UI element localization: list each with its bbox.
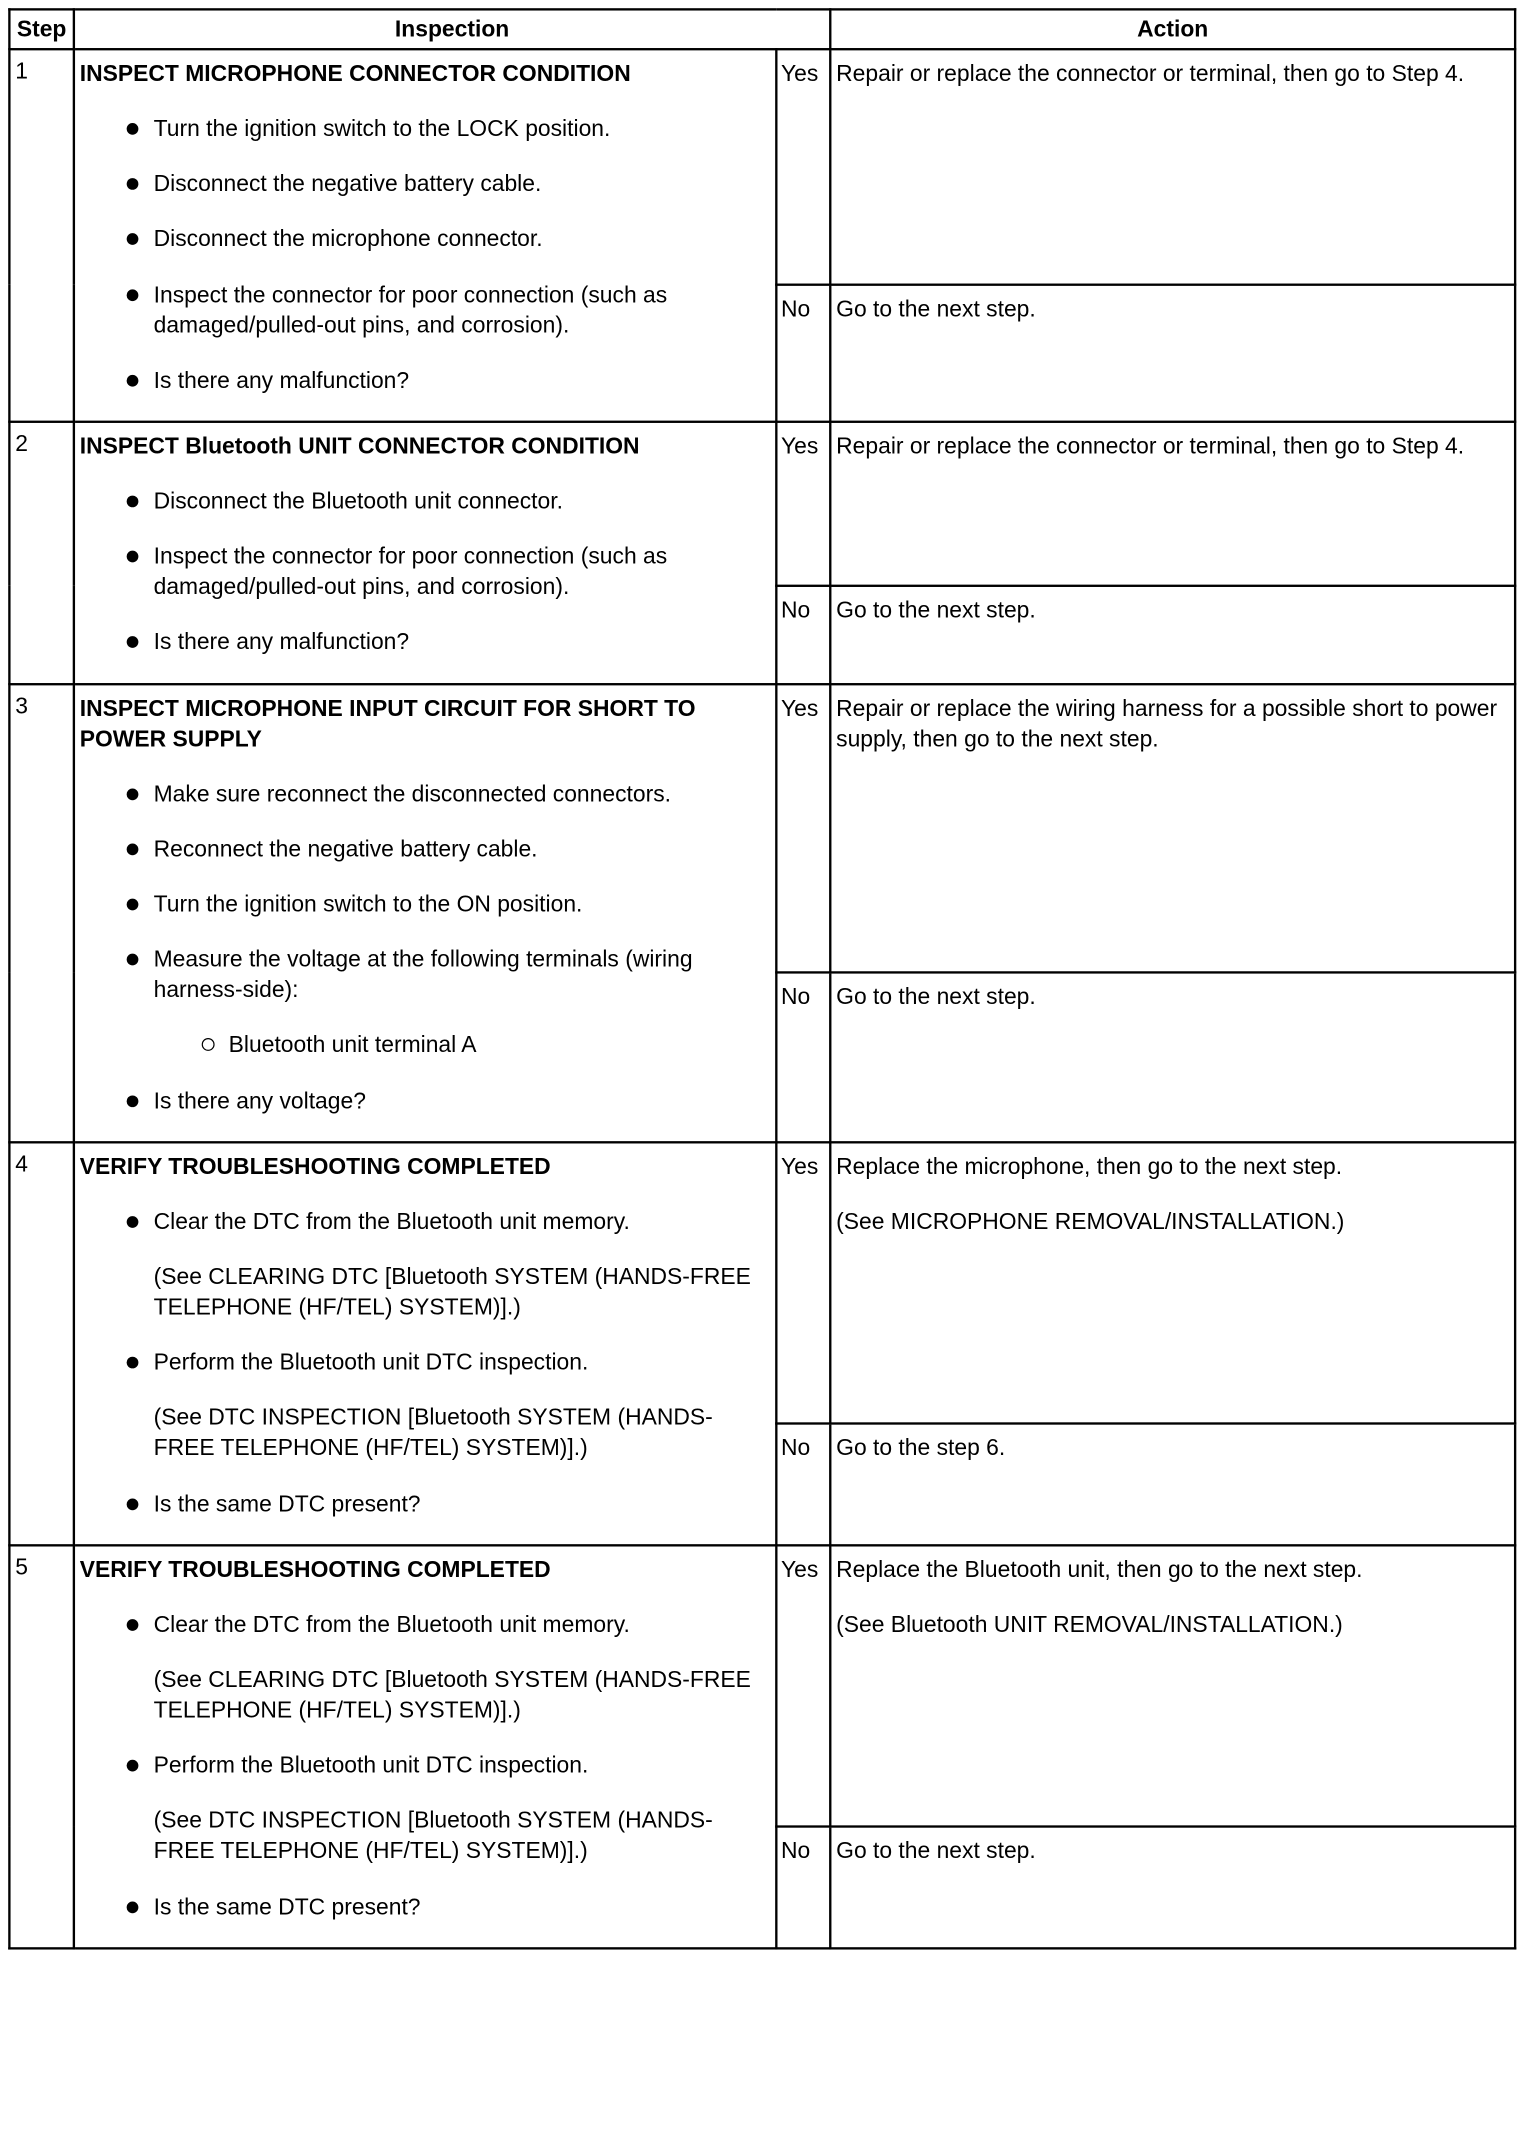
yes-action (830, 422, 1515, 586)
inspection-item: Measure the voltage at the following terminals (wiring harness-side): (80, 944, 771, 1005)
inspection-question: Is the same DTC present? (80, 1892, 771, 1923)
yes-label: Yes (776, 1142, 830, 1423)
inspection-subitem: Bluetooth unit terminal A (80, 1030, 771, 1061)
inspection-item: Inspect the connector for poor connection (such as damaged/pulled-out pins, and corrosion). (80, 541, 771, 602)
inspection-reference: (See DTC INSPECTION [Bluetooth SYSTEM (HANDS-FREE TELEPHONE (HF/TEL) SYSTEM)].) (153, 1808, 713, 1865)
yes-action (830, 684, 1515, 973)
inspection-question: Is there any malfunction? (80, 627, 771, 658)
step-row-2 (9, 422, 1515, 586)
action-text: Go to the next step. (836, 984, 1036, 1011)
inspection-item: Turn the ignition switch to the ON position. (80, 889, 771, 920)
inspection-reference: (See DTC INSPECTION [Bluetooth SYSTEM (HANDS-FREE TELEPHONE (HF/TEL) SYSTEM)].) (153, 1405, 713, 1462)
inspection-question: Is there any malfunction? (80, 365, 771, 396)
inspection-title: VERIFY TROUBLESHOOTING COMPLETED (79, 1556, 551, 1583)
inspection-cell (74, 49, 776, 421)
inspection-question: Is the same DTC present? (80, 1489, 771, 1520)
action-text: Go to the step 6. (836, 1434, 1006, 1461)
inspection-item: Clear the DTC from the Bluetooth unit memory. (80, 1609, 771, 1640)
inspection-cell (74, 422, 776, 684)
step-row-1 (9, 49, 1515, 284)
inspection-item: Inspect the connector for poor connection (such as damaged/pulled-out pins, and corrosion). (80, 279, 771, 340)
yes-label: Yes (776, 1545, 830, 1826)
action-reference: (See MICROPHONE REMOVAL/INSTALLATION.) (836, 1208, 1345, 1235)
inspection-title: INSPECT Bluetooth UNIT CONNECTOR CONDITION (79, 433, 640, 460)
no-action (830, 586, 1515, 684)
header-inspection: Inspection (74, 9, 830, 49)
inspection-item: Perform the Bluetooth unit DTC inspection. (80, 1347, 771, 1378)
action-text: Replace the microphone, then go to the next step. (836, 1153, 1343, 1180)
header-step: Step (9, 9, 73, 49)
inspection-item: Disconnect the negative battery cable. (80, 169, 771, 200)
yes-label: Yes (776, 684, 830, 973)
yes-label: Yes (776, 49, 830, 284)
yes-action (830, 49, 1515, 284)
inspection-item: Make sure reconnect the disconnected connectors. (80, 779, 771, 810)
yes-action (830, 1545, 1515, 1826)
yes-label: Yes (776, 422, 830, 586)
step-number: 3 (9, 684, 73, 1142)
step-number: 1 (9, 49, 73, 421)
header-row (9, 9, 1515, 49)
no-label: No (776, 1826, 830, 1948)
action-text: Go to the next step. (836, 1837, 1036, 1864)
step-number: 4 (9, 1142, 73, 1545)
step-row-3 (9, 684, 1515, 973)
inspection-question: Is there any voltage? (80, 1085, 771, 1116)
inspection-title: INSPECT MICROPHONE INPUT CIRCUIT FOR SHORT TO POWER SUPPLY (79, 695, 696, 752)
no-action (830, 1423, 1515, 1545)
inspection-item: Disconnect the microphone connector. (80, 224, 771, 255)
no-label: No (776, 973, 830, 1142)
no-action (830, 285, 1515, 422)
action-text: Repair or replace the wiring harness for a possible short to power supply, then go to the next step. (836, 695, 1498, 752)
no-label: No (776, 586, 830, 684)
inspection-title: VERIFY TROUBLESHOOTING COMPLETED (79, 1153, 551, 1180)
inspection-cell (74, 1142, 776, 1545)
no-label: No (776, 1423, 830, 1545)
troubleshooting-table (8, 8, 1516, 1949)
inspection-cell (74, 684, 776, 1142)
step-number: 2 (9, 422, 73, 684)
inspection-item: Clear the DTC from the Bluetooth unit memory. (80, 1206, 771, 1237)
no-label: No (776, 285, 830, 422)
action-text: Repair or replace the connector or terminal, then go to Step 4. (836, 60, 1465, 87)
action-text: Go to the next step. (836, 597, 1036, 624)
yes-action (830, 1142, 1515, 1423)
inspection-reference: (See CLEARING DTC [Bluetooth SYSTEM (HANDS-FREE TELEPHONE (HF/TEL) SYSTEM)].) (153, 1667, 751, 1724)
inspection-item: Disconnect the Bluetooth unit connector. (80, 486, 771, 517)
step-row-4 (9, 1142, 1515, 1423)
no-action (830, 973, 1515, 1142)
action-text: Go to the next step. (836, 296, 1036, 323)
inspection-item: Perform the Bluetooth unit DTC inspection. (80, 1751, 771, 1782)
step-row-5 (9, 1545, 1515, 1826)
step-number: 5 (9, 1545, 73, 1948)
inspection-title: INSPECT MICROPHONE CONNECTOR CONDITION (79, 60, 631, 87)
inspection-cell (74, 1545, 776, 1948)
action-reference: (See Bluetooth UNIT REMOVAL/INSTALLATION.) (836, 1611, 1343, 1638)
action-text: Replace the Bluetooth unit, then go to the next step. (836, 1556, 1363, 1583)
inspection-item: Reconnect the negative battery cable. (80, 834, 771, 865)
inspection-reference: (See CLEARING DTC [Bluetooth SYSTEM (HANDS-FREE TELEPHONE (HF/TEL) SYSTEM)].) (153, 1264, 751, 1321)
header-action: Action (830, 9, 1515, 49)
action-text: Repair or replace the connector or terminal, then go to Step 4. (836, 433, 1465, 460)
no-action (830, 1826, 1515, 1948)
inspection-item: Turn the ignition switch to the LOCK position. (80, 114, 771, 145)
